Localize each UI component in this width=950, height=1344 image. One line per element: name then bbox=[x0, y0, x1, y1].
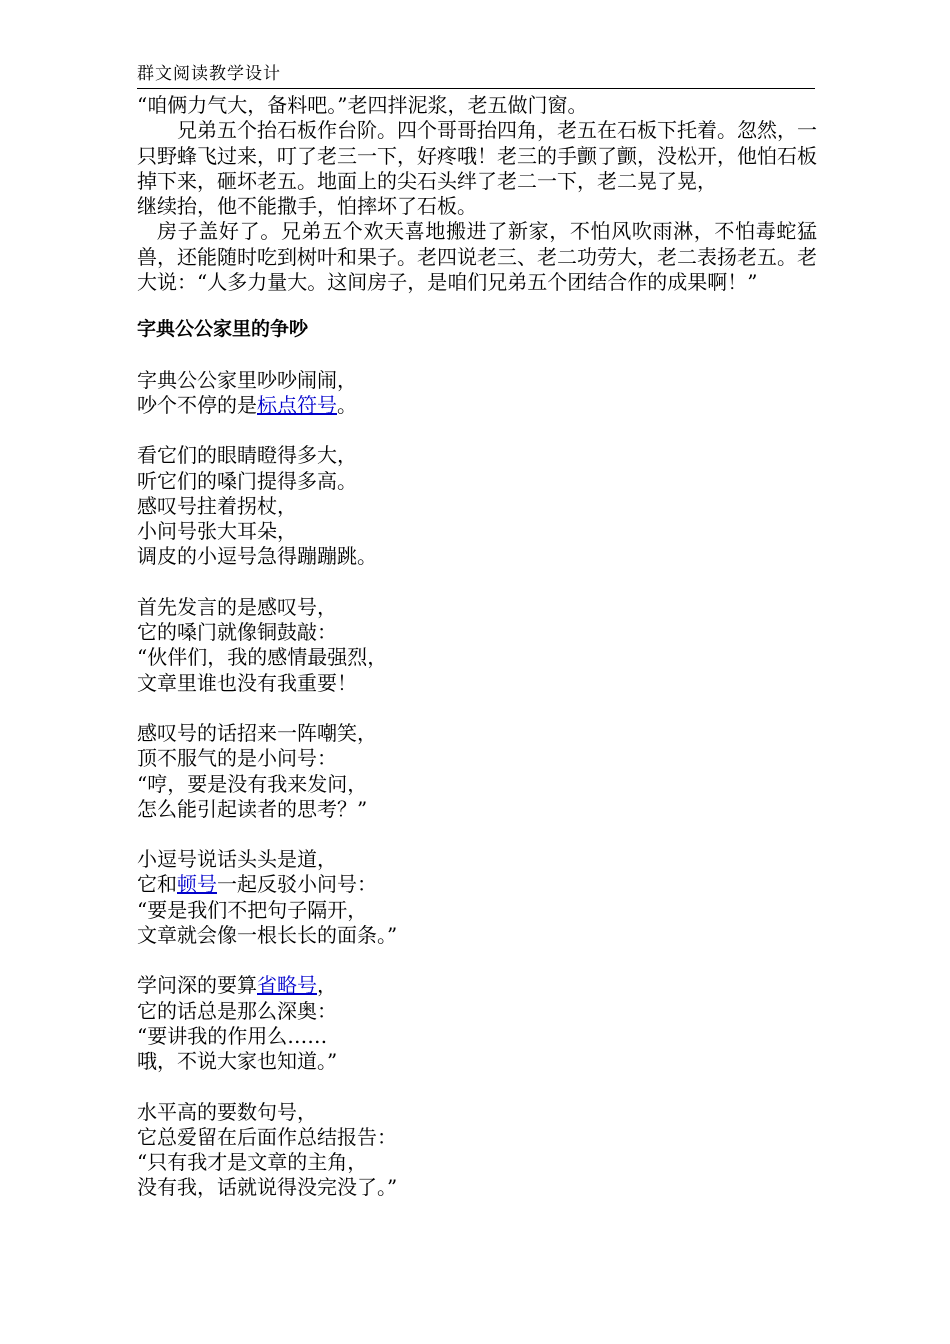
story-paragraph: 继续抬，他不能撒手，怕摔坏了石板。 bbox=[137, 194, 477, 219]
header-divider bbox=[137, 88, 815, 89]
poem-stanza bbox=[137, 973, 817, 1074]
poem-line: “哼，要是没有我来发问， bbox=[137, 771, 368, 796]
poem-line: 它总爱留在后面作总结报告： bbox=[137, 1124, 397, 1149]
poem-line-text: 它和 bbox=[137, 872, 177, 897]
poem-stanza bbox=[137, 847, 817, 948]
link-ellipsis[interactable]: 省略号 bbox=[257, 973, 317, 998]
poem-line: 没有我，话就说得没完没了。” bbox=[137, 1175, 398, 1200]
story-paragraph: “咱俩力气大，备料吧。”老四拌泥浆，老五做门窗。 bbox=[137, 93, 588, 117]
poem-line: “要讲我的作用么…… bbox=[137, 1023, 328, 1048]
poem-line: “伙伴们，我的感情最强烈， bbox=[137, 645, 388, 670]
poem-stanza bbox=[137, 443, 817, 569]
poem-line-text: 学问深的要算 bbox=[137, 973, 257, 998]
poem-line: 看它们的眼睛瞪得多大， bbox=[137, 443, 357, 468]
poem-line-text: 吵个不停的是 bbox=[137, 392, 257, 417]
poem-line bbox=[137, 393, 817, 418]
poem-line: 顶不服气的是小问号： bbox=[137, 746, 337, 771]
poem-line: 调皮的小逗号急得蹦蹦跳。 bbox=[137, 544, 377, 569]
poem-line: 小问号张大耳朵， bbox=[137, 519, 297, 544]
poem-line-text: 。 bbox=[337, 392, 357, 417]
page-header: 群文阅读教学设计 bbox=[137, 64, 281, 84]
poem-line: 感叹号拄着拐杖， bbox=[137, 493, 297, 518]
poem-line: 它的话总是那么深奥： bbox=[137, 998, 337, 1023]
story-paragraph: 房子盖好了。兄弟五个欢天喜地搬进了新家，不怕风吹雨淋，不怕毒蛇猛兽，还能随时吃到树叶和果子。老四说老三、老二功劳大，老二表扬老五。老大说：“人多力量大。这间房子，是咱们兄弟五个团结合作的成果啊！” bbox=[137, 219, 817, 295]
poem-line: 感叹号的话招来一阵嘲笑， bbox=[137, 720, 377, 745]
poem-line: 小逗号说话头头是道， bbox=[137, 847, 337, 872]
poem-line: 听它们的嗓门提得多高。 bbox=[137, 468, 357, 493]
link-enumeration-comma[interactable]: 顿号 bbox=[177, 872, 217, 897]
story-paragraph: 兄弟五个抬石板作台阶。四个哥哥抬四角，老五在石板下托着。忽然，一只野蜂飞过来，叮了老三一下，好疼哦！老三的手颤了颤，没松开，他怕石板掉下来，砸坏老五。地面上的尖石头绊了老二一下，老二晃了晃， bbox=[137, 118, 817, 193]
poem-stanza bbox=[137, 721, 817, 822]
link-punctuation-marks[interactable]: 标点符号 bbox=[257, 392, 337, 417]
poem-line: 它的嗓门就像铜鼓敲： bbox=[137, 620, 337, 645]
poem-line bbox=[137, 872, 817, 897]
poem-line: 文章就会像一根长长的面条。” bbox=[137, 923, 398, 948]
poem-stanza bbox=[137, 368, 817, 419]
poem-line: 文章里谁也没有我重要！ bbox=[137, 670, 357, 695]
poem-line-text: 一起反驳小问号： bbox=[217, 872, 377, 897]
poem-line: 哦，不说大家也知道。” bbox=[137, 1049, 338, 1074]
poem-line: “只有我才是文章的主角， bbox=[137, 1150, 368, 1175]
poem-line: “要是我们不把句子隔开， bbox=[137, 897, 368, 922]
poem-line: 首先发言的是感叹号， bbox=[137, 594, 337, 619]
poem-line bbox=[137, 973, 817, 998]
document-body bbox=[137, 93, 817, 1201]
poem-line: 水平高的要数句号， bbox=[137, 1099, 317, 1124]
poem-title: 字典公公家里的争吵 bbox=[137, 318, 309, 341]
poem-line: 怎么能引起读者的思考？” bbox=[137, 796, 368, 821]
poem-line: 字典公公家里吵吵闹闹， bbox=[137, 367, 357, 392]
poem-line-text: ， bbox=[317, 973, 337, 998]
poem-stanza bbox=[137, 1100, 817, 1201]
poem-stanza bbox=[137, 595, 817, 696]
